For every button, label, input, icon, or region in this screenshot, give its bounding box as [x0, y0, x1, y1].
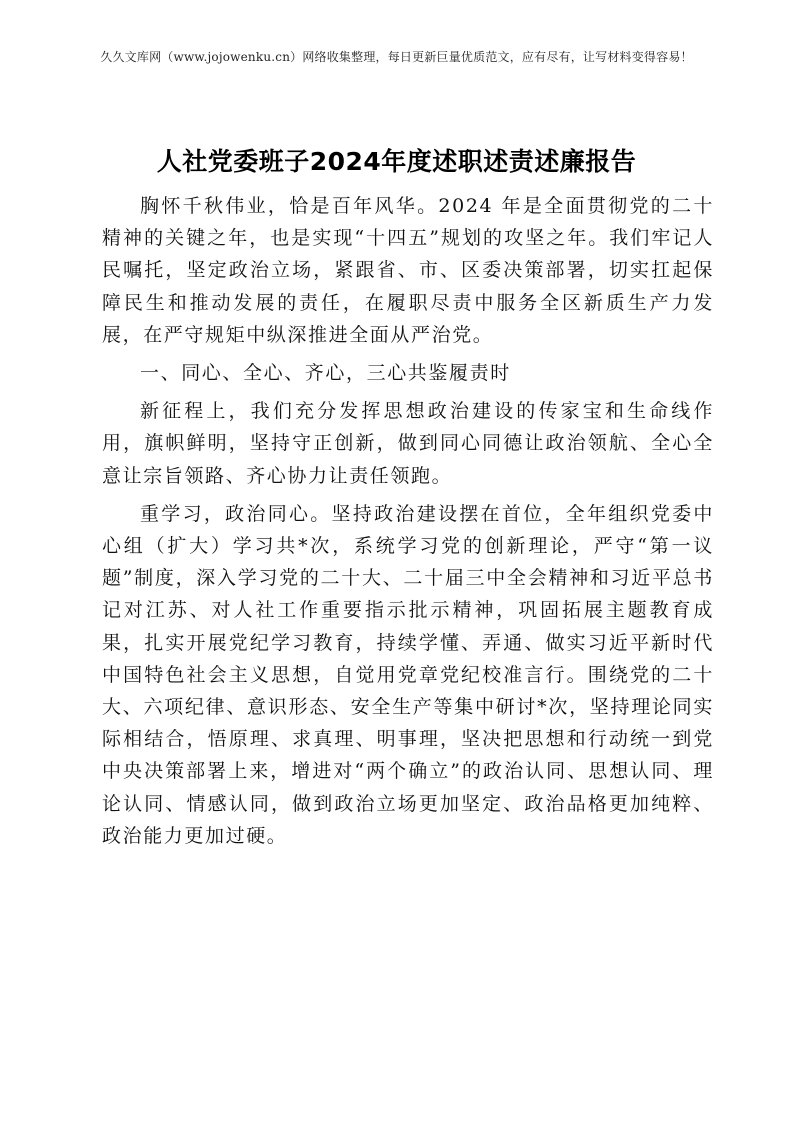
paragraph-section-intro: 新征程上，我们充分发挥思想政治建设的传家宝和生命线作用，旗帜鲜明，坚持守正创新，做到同心同德让政治领航、全心全意让宗旨领路、齐心协力让责任领跑。	[102, 400, 714, 487]
document-body	[102, 190, 714, 858]
paragraph-intro: 胸怀千秋伟业，恰是百年风华。2024 年是全面贯彻党的二十精神的关键之年，也是实现“十四五”规划的攻坚之年。我们牢记人民嘱托，坚定政治立场，紧跟省、市、区委决策部署，切实扛起保障民生和推动发展的责任，在履职尽责中服务全区新质生产力发展，在严守规矩中纵深推进全面从严治党。	[102, 195, 714, 346]
document-title: 人社党委班子2024年度述职述责述廉报告	[156, 147, 637, 176]
paragraph-study: 重学习，政治同心。坚持政治建设摆在首位，全年组织党委中心组（扩大）学习共*次，系统学习党的创新理论，严守“第一议题”制度，深入学习党的二十大、二十届三中全会精神和习近平总书记对江苏、对人社工作重要指示批示精神，巩固拓展主题教育成果，扎实开展党纪学习教育，持续学懂、弄通、做实习近平新时代中国特色社会主义思想，自觉用党章党纪校准言行。围绕党的二十大、六项纪律、意识形态、安全生产等集中研讨*次，坚持理论同实际相结合，悟原理、求真理、明事理，坚决把思想和行动统一到党中央决策部署上来，增进对“两个确立”的政治认同、思想认同、理论认同、情感认同，做到政治立场更加坚定、政治品格更加纯粹、政治能力更加过硬。	[102, 502, 714, 847]
section-heading: 一、同心、全心、齐心，三心共鉴履责时	[140, 362, 511, 385]
header-note: 久久文库网（www.jojowenku.cn）网络收集整理，每日更新巨量优质范文，应有尽有，让写材料变得容易！	[100, 50, 693, 64]
